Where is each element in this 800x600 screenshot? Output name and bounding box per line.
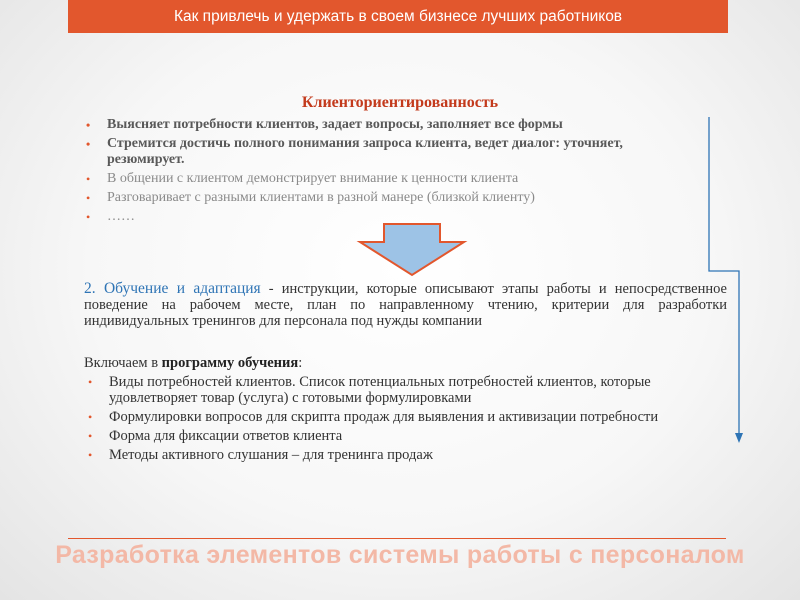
competency-item xyxy=(82,171,702,187)
competency-text: Стремится достичь полного понимания запроса клиента, ведет диалог: уточняет, резюмирует. xyxy=(107,136,623,167)
training-paragraph xyxy=(84,281,727,329)
program-text: Виды потребностей клиентов. Список потенциальных потребностей клиентов, которые удовлетворяет товар (услуга) с готовыми формулировками xyxy=(109,374,651,406)
header-title: Как привлечь и удержать в своем бизнесе лучших работников xyxy=(173,8,623,25)
competency-item xyxy=(82,117,702,133)
competency-text: Разговаривает с разными клиентами в разной манере (близкой клиенту) xyxy=(107,190,535,205)
competency-list xyxy=(82,117,702,228)
program-list xyxy=(84,374,714,466)
bullet-icon: • xyxy=(86,118,91,132)
competency-text: В общении с клиентом демонстрирует внимание к ценности клиента xyxy=(107,171,519,186)
footer-divider xyxy=(68,538,726,539)
training-description: - инструкции, которые описывают этапы работы и непосредственное поведение на рабочем месте, план по направленному чтению, критерии для разработки индивидуальных тренингов для персонала под нужды компании xyxy=(84,281,727,329)
include-suffix: : xyxy=(298,355,303,371)
bullet-icon: • xyxy=(86,172,91,186)
competency-text: …… xyxy=(107,209,135,224)
footer-title: Разработка элементов системы работы с персоналом xyxy=(55,541,745,569)
include-prefix: Включаем в xyxy=(84,355,162,371)
bullet-icon: • xyxy=(86,137,91,151)
competency-text: Выясняет потребности клиентов, задает вопросы, заполняет все формы xyxy=(107,117,563,132)
competency-item xyxy=(82,136,702,168)
down-arrow-icon xyxy=(356,222,468,278)
bullet-icon: • xyxy=(88,448,93,462)
bullet-icon: • xyxy=(86,191,91,205)
program-item xyxy=(84,409,714,425)
competency-item xyxy=(82,190,702,206)
program-item xyxy=(84,428,714,444)
program-item xyxy=(84,447,714,463)
bullet-icon: • xyxy=(86,210,91,224)
program-text: Методы активного слушания – для тренинга продаж xyxy=(109,447,433,463)
program-text: Формулировки вопросов для скрипта продаж для выявления и активизации потребности xyxy=(109,409,659,425)
section-title: Клиенториентированность xyxy=(301,94,499,111)
bullet-icon: • xyxy=(88,410,93,424)
header-title-bar xyxy=(68,0,728,33)
bullet-icon: • xyxy=(88,429,93,443)
program-text: Форма для фиксации ответов клиента xyxy=(109,428,343,444)
include-line xyxy=(84,355,302,372)
program-link-text: программу обучения xyxy=(161,355,299,371)
training-title: 2. Обучение и адаптация xyxy=(84,280,261,297)
bullet-icon: • xyxy=(88,375,93,389)
program-item xyxy=(84,374,714,406)
